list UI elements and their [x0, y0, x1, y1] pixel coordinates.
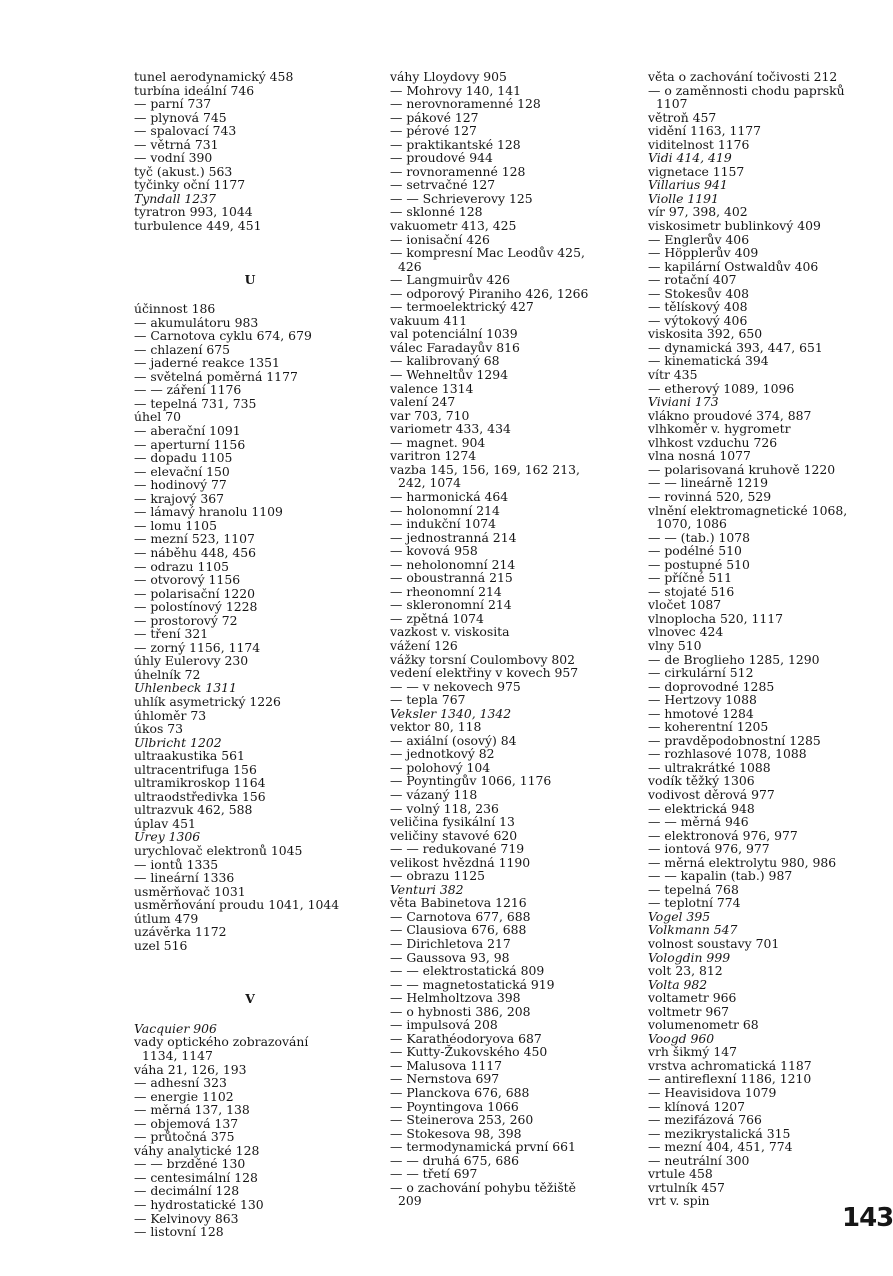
index-entry: — Planckova 676, 688 [390, 1085, 530, 1101]
index-entry: tyčinky oční 1177 [134, 177, 246, 193]
index-entry: — — elektrostatická 809 [390, 963, 545, 979]
index-entry: uzel 516 [134, 937, 188, 953]
index-entry: — de Broglieho 1285, 1290 [648, 651, 820, 667]
index-entry: — mezní 404, 451, 774 [648, 1139, 793, 1155]
index-entry: — chlazení 675 [134, 341, 230, 357]
index-entry: — tepelná 768 [648, 881, 739, 897]
index-entry: — — kapalin (tab.) 987 [648, 868, 793, 884]
index-column-left [134, 70, 366, 1239]
index-entry: — jednostranná 214 [390, 529, 517, 545]
index-entry: — rotační 407 [648, 272, 737, 288]
index-entry: — pákové 127 [390, 109, 479, 125]
index-entry: — Gaussova 93, 98 [390, 949, 510, 965]
index-entry: — akumulátoru 983 [134, 314, 259, 330]
index-entry: vlny 510 [648, 637, 702, 653]
index-entry: vady optického zobrazování [134, 1034, 309, 1050]
index-entry: — decimální 128 [134, 1183, 240, 1199]
index-entry: útlum 479 [134, 910, 199, 926]
index-entry: Voogd 960 [648, 1030, 715, 1046]
index-entry: vignetace 1157 [648, 163, 745, 179]
index-entry: — Langmuirův 426 [390, 272, 511, 288]
index-entry: 209 [398, 1193, 422, 1209]
index-entry: viskosita 392, 650 [648, 326, 763, 342]
index-entry: — objemová 137 [134, 1115, 239, 1131]
index-entry: Vogel 395 [648, 908, 711, 924]
index-entry: 1070, 1086 [656, 516, 727, 532]
index-entry: — spalovací 743 [134, 123, 237, 139]
index-entry: Veksler 1340, 1342 [390, 705, 512, 721]
index-entry: — pérové 127 [390, 123, 477, 139]
index-entry: — mezní 523, 1107 [134, 531, 255, 547]
index-entry: — Mohrovy 140, 141 [390, 82, 521, 98]
index-entry: vlhkost vzduchu 726 [648, 434, 778, 450]
index-entry: vločet 1087 [648, 597, 722, 613]
index-entry: valence 1314 [390, 380, 474, 396]
index-entry: vakuometr 413, 425 [390, 218, 517, 234]
index-entry: — prostorový 72 [134, 612, 238, 628]
index-entry: tunel aerodynamický 458 [134, 69, 294, 84]
index-entry: Villarius 941 [648, 177, 728, 193]
section-gap [134, 1006, 366, 1022]
index-entry: — kapilární Ostwaldův 406 [648, 258, 819, 274]
index-entry: — ultrakrátké 1088 [648, 759, 771, 775]
index-entry: vítr 435 [648, 367, 698, 383]
index-entry: váhy Lloydovy 905 [390, 69, 507, 84]
index-entry: — rozhlasové 1078, 1088 [648, 746, 807, 762]
index-entry: — mezifázová 766 [648, 1112, 762, 1128]
index-entry: — — v nekovech 975 [390, 678, 521, 694]
index-entry: — Höpplerův 409 [648, 245, 759, 261]
section-gap [134, 286, 366, 302]
index-entry: — výtokový 406 [648, 312, 748, 328]
index-entry: — polarisační 1220 [134, 585, 256, 601]
index-entry: volnost soustavy 701 [648, 936, 780, 951]
index-entry: — Hertzovy 1088 [648, 692, 757, 708]
index-entry: — — druhá 675, 686 [390, 1152, 519, 1168]
index-entry: — náběhu 448, 456 [134, 544, 257, 560]
index-entry: — kovová 958 [390, 543, 478, 559]
index-entry: Uhlenbeck 1311 [134, 680, 237, 696]
index-entry: — Carnotova 677, 688 [390, 908, 531, 924]
index-entry: — volný 118, 236 [390, 800, 499, 816]
index-entry: — Stokesův 408 [648, 285, 750, 301]
index-entry: Tyndall 1237 [134, 190, 216, 206]
index-entry: — světelná poměrná 1177 [134, 368, 298, 384]
index-entry: vlhkoměr v. hygrometr [648, 421, 791, 437]
index-entry: — rovnoramenné 128 [390, 163, 526, 179]
index-entry: — Malusova 1117 [390, 1057, 503, 1073]
index-entry: — kalibrovaný 68 [390, 353, 500, 369]
index-entry: — cirkulární 512 [648, 665, 754, 681]
index-entry: — podélné 510 [648, 543, 742, 559]
index-entry: — Kutty-Žukovského 450 [390, 1044, 548, 1060]
index-entry: — tepla 767 [390, 692, 466, 708]
index-entry: — termoelektrický 427 [390, 299, 534, 315]
index-entry: 242, 1074 [398, 475, 462, 491]
index-entry: — setrvačné 127 [390, 177, 496, 193]
index-entry: vlna nosná 1077 [648, 448, 751, 464]
index-entry: — elektrická 948 [648, 800, 755, 816]
index-entry: — elevační 150 [134, 463, 230, 479]
section-gap [134, 952, 366, 992]
index-entry: vír 97, 398, 402 [648, 204, 748, 220]
index-entry: úhloměr 73 [134, 707, 207, 723]
index-entry: — odporový Piraniho 426, 1266 [390, 285, 589, 301]
index-entry: — tělískový 408 [648, 299, 748, 315]
index-entry: úhelník 72 [134, 666, 201, 682]
index-entry: Volkmann 547 [648, 922, 738, 938]
index-entry: — příčné 511 [648, 570, 732, 586]
index-entry: ultraakustika 561 [134, 748, 245, 764]
index-entry: veličina fysikální 13 [390, 814, 515, 830]
index-entry: — kompresní Mac Leodův 425, [390, 245, 585, 261]
index-entry: úhel 70 [134, 409, 181, 425]
index-entry: Viviani 173 [648, 394, 719, 410]
index-entry: vrh šikmý 147 [648, 1044, 738, 1060]
index-entry: úhly Eulerovy 230 [134, 653, 249, 669]
index-entry: vrtulník 457 [648, 1179, 725, 1195]
index-entry: val potenciální 1039 [390, 326, 518, 342]
index-entry: — lineární 1336 [134, 870, 235, 886]
index-entry: — polostínový 1228 [134, 599, 258, 615]
index-entry: — průtočná 375 [134, 1129, 235, 1145]
index-entry: usměrňovač 1031 [134, 883, 246, 899]
index-entry: — aberační 1091 [134, 423, 241, 439]
index-entry: — — Schrieverovy 125 [390, 190, 533, 206]
index-entry: turbulence 449, 451 [134, 218, 262, 234]
index-entry: — Nernstova 697 [390, 1071, 500, 1087]
index-entry: — měrná 137, 138 [134, 1102, 250, 1118]
index-entry: veličiny stavové 620 [390, 827, 518, 843]
index-entry: váhy analytické 128 [134, 1142, 260, 1158]
index-entry: vážení 126 [390, 637, 458, 653]
index-entry: ultraodstředivka 156 [134, 788, 266, 804]
index-entry: vážky torsní Coulombovy 802 [390, 651, 576, 667]
index-entry: — pravděpodobnostní 1285 [648, 732, 821, 748]
index-entry: voltametr 966 [648, 990, 737, 1006]
index-entry: věta o zachování točivosti 212 [648, 69, 838, 84]
index-entry: — — lineárně 1219 [648, 475, 768, 491]
index-entry: — Kelvinovy 863 [134, 1210, 239, 1226]
index-entry: — odrazu 1105 [134, 558, 230, 574]
index-entry: Ulbricht 1202 [134, 734, 222, 750]
index-entry: ultrazvuk 462, 588 [134, 802, 253, 818]
index-entry: vlákno proudové 374, 887 [648, 407, 812, 423]
index-entry: — — (tab.) 1078 [648, 529, 751, 545]
index-entry: ultramikroskop 1164 [134, 775, 266, 791]
index-entry: — měrná elektrolytu 980, 986 [648, 854, 837, 870]
index-entry: — Englerův 406 [648, 231, 750, 247]
index-entry: věta Babinetova 1216 [390, 895, 527, 911]
index-entry: — zpětná 1074 [390, 610, 484, 626]
index-entry: — Steinerova 253, 260 [390, 1112, 534, 1128]
index-entry: — klínová 1207 [648, 1098, 746, 1114]
index-entry: vrtule 458 [648, 1166, 713, 1182]
index-entry: — o hybnosti 386, 208 [390, 1003, 531, 1019]
index-entry: — listovní 128 [134, 1224, 224, 1240]
index-entry: — doprovodné 1285 [648, 678, 775, 694]
index-entry: variometr 433, 434 [390, 421, 511, 437]
index-entry: — holonomní 214 [390, 502, 500, 518]
index-entry: — skleronomní 214 [390, 597, 512, 613]
index-entry: — energie 1102 [134, 1088, 234, 1104]
index-entry: — lomu 1105 [134, 517, 217, 533]
index-entry: — polohový 104 [390, 759, 491, 775]
index-entry: — Wehneltův 1294 [390, 367, 509, 383]
index-entry: — Helmholtzova 398 [390, 990, 521, 1006]
index-entry: vektor 80, 118 [390, 719, 482, 735]
index-entry: — jaderné reakce 1351 [134, 355, 280, 371]
index-entry: — praktikantské 128 [390, 136, 521, 152]
index-entry: — — třetí 697 [390, 1166, 478, 1182]
index-entry: válec Faradayův 816 [390, 339, 520, 355]
index-entry: — kinematická 394 [648, 353, 769, 369]
index-entry: — — magnetostatická 919 [390, 976, 555, 992]
index-entry: urychlovač elektronů 1045 [134, 842, 303, 858]
index-entry: — o zachování pohybu těžiště [390, 1179, 576, 1195]
index-entry: vedení elektřiny v kovech 957 [390, 665, 579, 681]
index-column-right [648, 70, 888, 1208]
index-entry: — vázaný 118 [390, 786, 478, 802]
index-entry: — iontů 1335 [134, 856, 219, 872]
index-entry: vodivost děrová 977 [648, 786, 775, 802]
index-entry: — teplotní 774 [648, 895, 741, 911]
index-entry: — zorný 1156, 1174 [134, 639, 261, 655]
index-entry: Volta 982 [648, 976, 708, 992]
index-entry: — nerovnoramenné 128 [390, 96, 541, 112]
index-entry: — dopadu 1105 [134, 450, 233, 466]
index-entry: — Clausiova 676, 688 [390, 922, 527, 938]
index-entry: valení 247 [390, 394, 456, 410]
index-entry: Venturi 382 [390, 881, 464, 897]
index-entry: — neutrální 300 [648, 1152, 750, 1168]
index-entry: — elektronová 976, 977 [648, 827, 798, 843]
index-entry: vlnění elektromagnetické 1068, [648, 502, 848, 518]
index-entry: viditelnost 1176 [648, 136, 750, 152]
index-entry: — koherentní 1205 [648, 719, 769, 735]
section-letter: U [244, 271, 256, 287]
index-entry: — Stokesova 98, 398 [390, 1125, 522, 1141]
index-entry: vakuum 411 [390, 312, 468, 328]
index-entry: — — záření 1176 [134, 382, 242, 398]
index-entry: váha 21, 126, 193 [134, 1061, 247, 1077]
index-entry: — — brzděné 130 [134, 1156, 246, 1172]
index-entry: — tepelná 731, 735 [134, 395, 257, 411]
index-entry: 1107 [656, 96, 688, 112]
index-entry: — parní 737 [134, 96, 212, 112]
index-entry: vidění 1163, 1177 [648, 123, 762, 139]
index-entry: Vologdin 999 [648, 949, 731, 965]
page-number: 143 [842, 1203, 893, 1233]
index-entry: volumenometr 68 [648, 1017, 759, 1033]
index-entry: voltmetr 967 [648, 1003, 729, 1019]
index-entry: — hmotové 1284 [648, 705, 754, 721]
index-entry: — mezikrystalická 315 [648, 1125, 791, 1141]
section-gap [134, 233, 366, 273]
index-entry: velikost hvězdná 1190 [390, 854, 531, 870]
index-entry: — dynamická 393, 447, 651 [648, 339, 823, 355]
index-entry: — větrná 731 [134, 136, 219, 152]
index-entry: — oboustranná 215 [390, 570, 513, 586]
index-entry: — axiální (osový) 84 [390, 732, 517, 748]
index-entry: — hodinový 77 [134, 477, 227, 493]
index-entry: turbína ideální 746 [134, 82, 255, 98]
index-entry: — tření 321 [134, 626, 209, 642]
index-entry: — termodynamická první 661 [390, 1139, 576, 1155]
index-entry: — vodní 390 [134, 150, 213, 166]
index-entry: Urey 1306 [134, 829, 201, 845]
index-entry: — centesimální 128 [134, 1169, 258, 1185]
index-entry: volt 23, 812 [648, 963, 723, 979]
index-entry: — Dirichletova 217 [390, 936, 511, 951]
index-entry: — hydrostatické 130 [134, 1197, 264, 1213]
section-letter: V [245, 991, 255, 1007]
index-entry: usměrňování proudu 1041, 1044 [134, 897, 340, 913]
index-entry: — proudové 944 [390, 150, 493, 166]
index-entry: úplav 451 [134, 815, 196, 831]
index-entry: vazba 145, 156, 169, 162 213, [390, 461, 580, 477]
index-entry: Vidi 414, 419 [648, 150, 732, 166]
index-entry: 426 [398, 258, 422, 274]
index-entry: větroň 457 [648, 109, 717, 125]
index-entry: — iontová 976, 977 [648, 841, 770, 857]
index-entry: vrt v. spin [648, 1193, 710, 1209]
index-entry: — Karathéodoryova 687 [390, 1030, 542, 1046]
index-entry: — indukční 1074 [390, 516, 497, 532]
index-entry: vlnovec 424 [648, 624, 724, 640]
index-entry: ultracentrifuga 156 [134, 761, 257, 777]
index-entry: — impulsová 208 [390, 1017, 498, 1033]
index-entry: — Poyntingův 1066, 1176 [390, 773, 552, 789]
index-entry: tyč (akust.) 563 [134, 163, 233, 179]
index-entry: — plynová 745 [134, 109, 227, 125]
index-entry: — krajový 367 [134, 490, 225, 506]
index-entry: úkos 73 [134, 721, 184, 737]
index-entry: — Carnotova cyklu 674, 679 [134, 328, 312, 344]
index-entry: — postupné 510 [648, 556, 750, 572]
index-column-middle [390, 70, 635, 1208]
index-entry: uhlík asymetrický 1226 [134, 693, 281, 709]
index-entry: — polarisovaná kruhově 1220 [648, 461, 836, 477]
index-entry: vrstva achromatická 1187 [648, 1057, 812, 1073]
index-entry: varitron 1274 [390, 448, 477, 464]
index-entry: — otvorový 1156 [134, 572, 241, 588]
index-entry: — — měrná 946 [648, 814, 749, 830]
index-entry: uzávěrka 1172 [134, 924, 227, 940]
index-entry: vlnoplocha 520, 1117 [648, 610, 784, 626]
index-entry: — ionisační 426 [390, 231, 490, 247]
index-entry: vazkost v. viskosita [390, 624, 510, 640]
index-entry: — etherový 1089, 1096 [648, 380, 795, 396]
index-entry: Violle 1191 [648, 190, 719, 206]
index-entry: účinnost 186 [134, 301, 216, 317]
index-entry: — lámavý hranolu 1109 [134, 504, 283, 520]
index-entry: — jednotkový 82 [390, 746, 495, 762]
index-entry: — o zaměnnosti chodu paprsků [648, 82, 845, 98]
index-entry: — rovinná 520, 529 [648, 488, 772, 504]
index-entry: — rheonomní 214 [390, 583, 502, 599]
index-entry: — sklonné 128 [390, 204, 483, 220]
index-entry: — — redukované 719 [390, 841, 525, 857]
index-entry: — harmonická 464 [390, 488, 509, 504]
index-entry: — neholonomní 214 [390, 556, 516, 572]
index-entry: — magnet. 904 [390, 434, 486, 450]
index-entry: — stojaté 516 [648, 583, 735, 599]
index-entry: — antireflexní 1186, 1210 [648, 1071, 812, 1087]
index-entry: 1134, 1147 [142, 1048, 213, 1063]
index-entry: — adhesní 323 [134, 1075, 227, 1091]
index-entry: — Heavisidova 1079 [648, 1085, 777, 1101]
index-entry: — obrazu 1125 [390, 868, 486, 884]
index-entry: — aperturní 1156 [134, 436, 246, 452]
index-entry: tyratron 993, 1044 [134, 204, 253, 220]
index-entry: var 703, 710 [390, 407, 470, 423]
index-entry: viskosimetr bublinkový 409 [648, 218, 821, 234]
index-entry: — Poyntingova 1066 [390, 1098, 519, 1114]
index-entry: Vacquier 906 [134, 1020, 217, 1036]
index-entry: vodík těžký 1306 [648, 773, 755, 789]
